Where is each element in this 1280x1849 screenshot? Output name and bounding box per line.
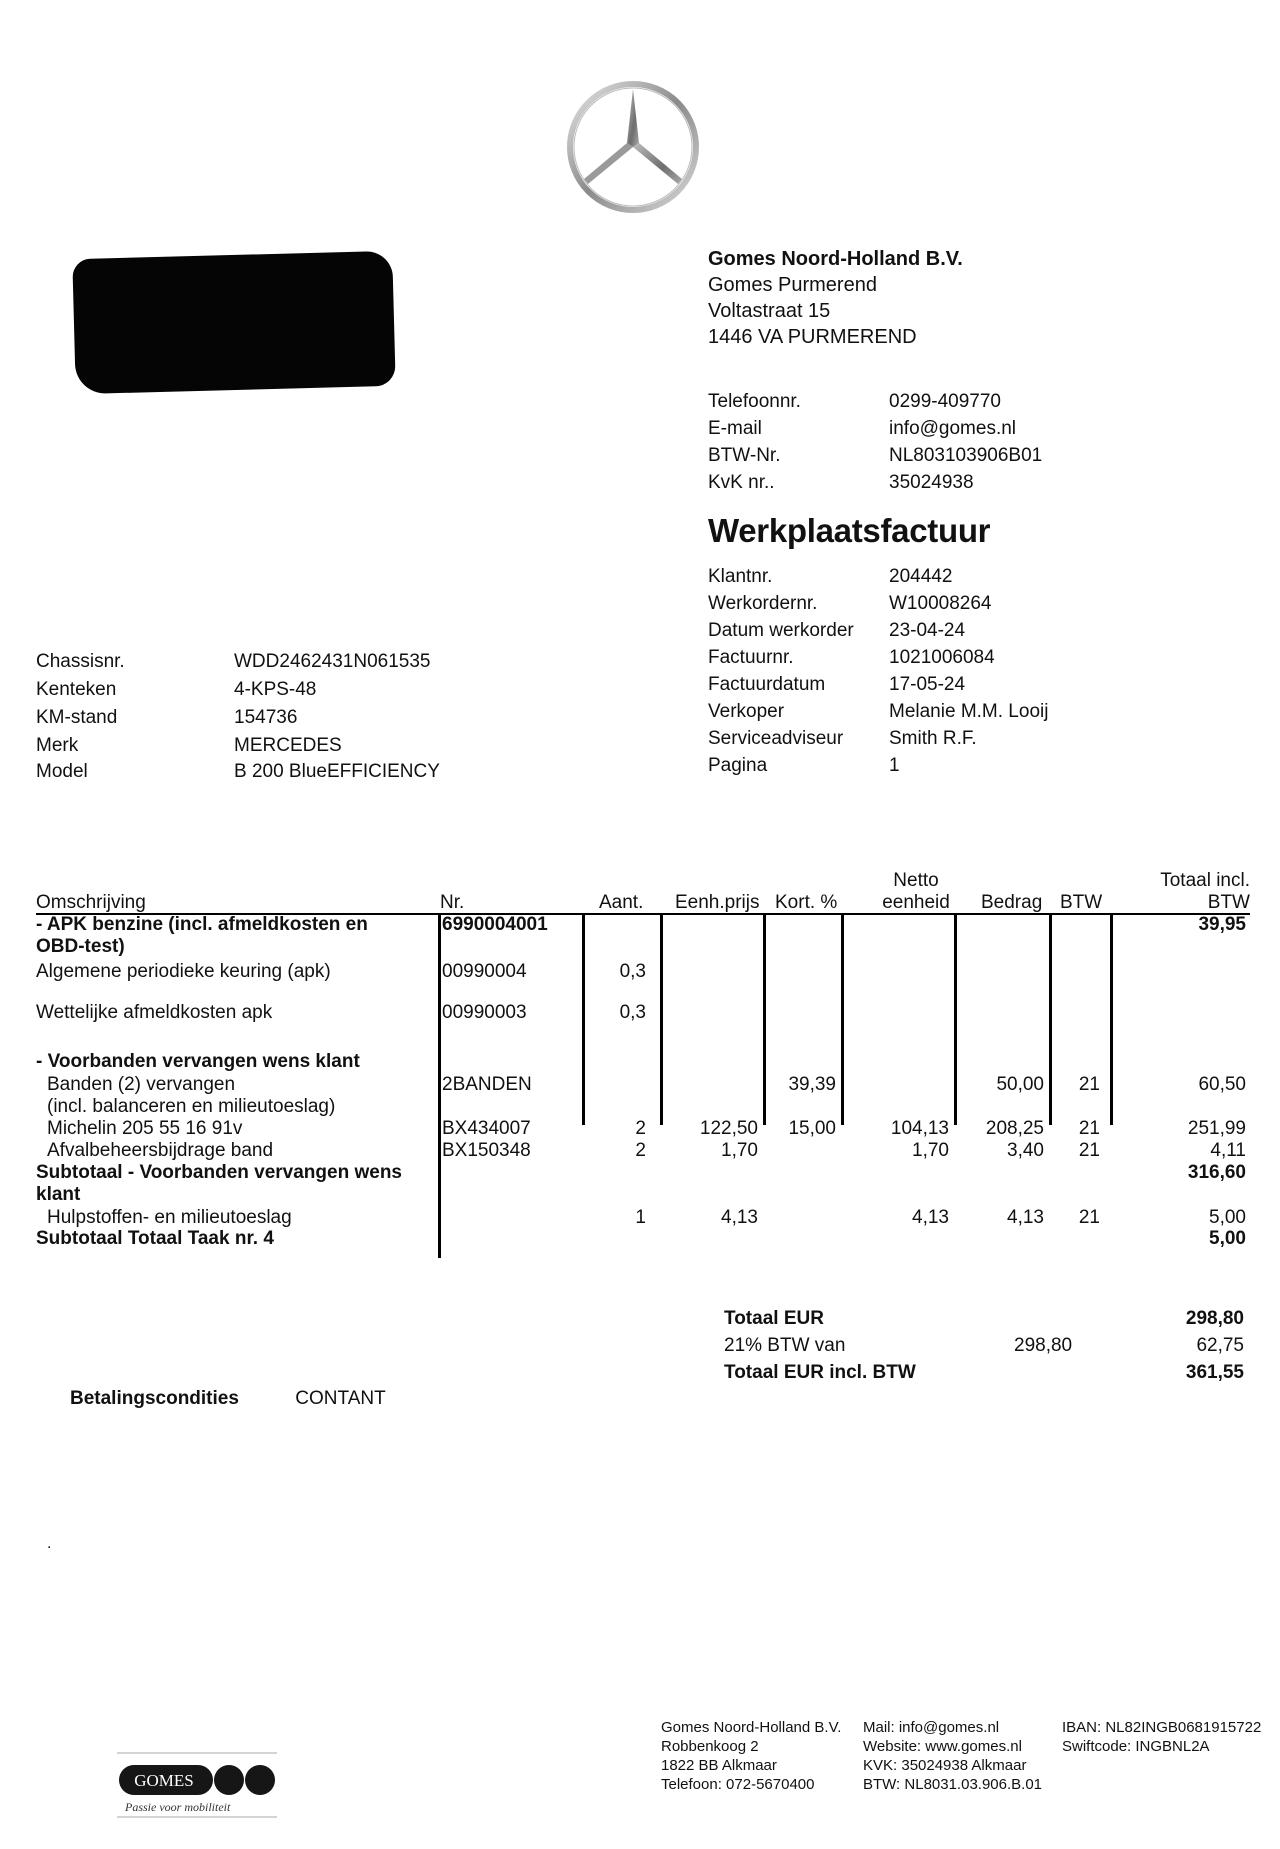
gomes-logo: [117, 1749, 277, 1821]
line-quantity: 0,3: [619, 961, 646, 982]
payment-label: Betalingscondities: [70, 1388, 239, 1409]
line-unit-price: 1,70: [721, 1140, 758, 1161]
invoice-totals: [724, 1305, 1244, 1386]
line-total: 5,00: [1209, 1207, 1246, 1228]
vehicle-row: [36, 760, 440, 784]
line-description: (incl. balanceren en milieutoeslag): [47, 1096, 336, 1117]
payment-value: CONTANT: [295, 1388, 386, 1409]
header-btw: BTW: [1060, 892, 1103, 913]
vat-value: 62,75: [1196, 1335, 1244, 1356]
vehicle-label: Kenteken: [36, 679, 117, 700]
contact-label: BTW-Nr.: [708, 445, 781, 466]
footer-contact: [863, 1718, 1042, 1794]
invoice-info: [708, 563, 1048, 779]
column-separator: [841, 915, 844, 1125]
subtotal-value: 5,00: [1209, 1228, 1246, 1249]
line-quantity: 1: [635, 1207, 646, 1228]
column-separator: [1110, 915, 1113, 1125]
line-description: Michelin 205 55 16 91v: [47, 1118, 243, 1139]
total-label: Totaal EUR: [724, 1308, 824, 1329]
footer-line: Gomes Noord-Holland B.V.: [661, 1719, 842, 1736]
line-description: OBD-test): [36, 936, 125, 957]
invoice-label: Factuurdatum: [708, 674, 826, 695]
line-amount: 208,25: [985, 1118, 1044, 1139]
contact-row: [708, 388, 1042, 415]
line-number: BX150348: [442, 1140, 531, 1161]
line-net-unit: 104,13: [890, 1118, 949, 1139]
line-vat: 21: [1078, 1140, 1100, 1161]
line-amount: 50,00: [996, 1074, 1044, 1095]
vat-base: 298,80: [1014, 1335, 1073, 1356]
header-eenh-prijs: Eenh.prijs: [675, 892, 760, 913]
vat-row: [724, 1332, 1244, 1359]
invoice-row: [708, 671, 1048, 698]
invoice-value: Smith R.F.: [889, 728, 977, 749]
vehicle-value: MERCEDES: [234, 735, 342, 756]
subtotal-label: klant: [36, 1184, 81, 1205]
contact-value: 0299-409770: [889, 391, 1001, 412]
footer-line: Website: www.gomes.nl: [863, 1738, 1022, 1755]
vehicle-label: Chassisnr.: [36, 651, 125, 672]
footer-line: 1822 BB Alkmaar: [661, 1757, 777, 1774]
vehicle-row: [36, 648, 440, 676]
line-quantity: 0,3: [619, 1002, 646, 1023]
line-total: 60,50: [1198, 1074, 1246, 1095]
subtotal-label: Subtotaal - Voorbanden vervangen wens: [36, 1162, 402, 1183]
invoice-row: [708, 590, 1048, 617]
header-omschrijving: Omschrijving: [36, 892, 146, 913]
line-unit-price: 122,50: [699, 1118, 758, 1139]
header-totaal-btw: BTW: [1207, 892, 1250, 913]
invoice-row: [708, 725, 1048, 752]
grand-total-label: Totaal EUR incl. BTW: [724, 1362, 916, 1383]
contact-row: [708, 469, 1042, 496]
company-address: [708, 246, 963, 350]
footer-line: Mail: info@gomes.nl: [863, 1719, 1000, 1736]
contact-label: KvK nr..: [708, 472, 775, 493]
invoice-row: [708, 644, 1048, 671]
invoice-value: Melanie M.M. Looij: [889, 701, 1049, 722]
contact-row: [708, 415, 1042, 442]
line-description: Afvalbeheersbijdrage band: [47, 1140, 274, 1161]
header-netto: Netto: [893, 870, 939, 891]
task-heading: - Voorbanden vervangen wens klant: [36, 1051, 360, 1072]
line-unit-price: 4,13: [721, 1207, 758, 1228]
invoice-label: Verkoper: [708, 701, 785, 722]
vehicle-row: [36, 732, 440, 760]
invoice-lines-table: [36, 868, 1250, 1258]
invoice-label: Werkordernr.: [708, 593, 818, 614]
contact-value: NL803103906B01: [889, 445, 1043, 466]
column-separator: [438, 915, 441, 1258]
vehicle-value: 4-KPS-48: [234, 679, 317, 700]
invoice-value: 204442: [889, 566, 953, 587]
vehicle-row: [36, 704, 440, 732]
line-vat: 21: [1078, 1207, 1100, 1228]
footer-line: Telefoon: 072-5670400: [661, 1776, 815, 1793]
contact-row: [708, 442, 1042, 469]
line-description: - APK benzine (incl. afmeldkosten en: [36, 914, 368, 935]
line-vat: 21: [1078, 1074, 1100, 1095]
vehicle-label: KM-stand: [36, 707, 118, 728]
line-discount: 39,39: [788, 1074, 836, 1095]
invoice-label: Datum werkorder: [708, 620, 854, 641]
line-number: 2BANDEN: [442, 1074, 532, 1095]
invoice-row: [708, 752, 1048, 779]
company-contact: [708, 388, 1042, 496]
grand-total-value: 361,55: [1185, 1362, 1244, 1383]
line-number: 00990003: [442, 1002, 527, 1023]
line-total: 251,99: [1187, 1118, 1246, 1139]
vat-label: 21% BTW van: [724, 1335, 846, 1356]
line-number: BX434007: [442, 1118, 531, 1139]
contact-label: Telefoonnr.: [708, 391, 801, 412]
invoice-label: Klantnr.: [708, 566, 773, 587]
invoice-label: Pagina: [708, 755, 768, 776]
header-bedrag: Bedrag: [981, 892, 1043, 913]
header-aant: Aant.: [599, 892, 644, 913]
vehicle-label: Model: [36, 761, 88, 782]
footer-address: [661, 1718, 841, 1794]
footer-line: Swiftcode: INGBNL2A: [1062, 1738, 1210, 1755]
line-number: 00990004: [442, 961, 527, 982]
line-quantity: 2: [635, 1118, 646, 1139]
line-number: 6990004001: [442, 914, 548, 935]
document-title: Werkplaatsfactuur: [708, 512, 991, 549]
contact-value: 35024938: [889, 472, 974, 493]
company-city: 1446 VA PURMEREND: [708, 326, 917, 348]
vehicle-value: WDD2462431N061535: [234, 651, 431, 672]
stray-dot: .: [47, 1535, 52, 1552]
invoice-row: [708, 698, 1048, 725]
total-row: [724, 1305, 1244, 1332]
invoice-value: W10008264: [889, 593, 992, 614]
header-kort: Kort. %: [775, 892, 838, 913]
company-street: Voltastraat 15: [708, 300, 831, 322]
footer-line: IBAN: NL82INGB0681915722: [1062, 1719, 1262, 1736]
company-branch: Gomes Purmerend: [708, 274, 877, 296]
gomes-logo-tagline: Passie voor mobiliteit: [125, 1800, 231, 1814]
line-description: Algemene periodieke keuring (apk): [36, 961, 331, 982]
invoice-value: 23-04-24: [889, 620, 966, 641]
header-nr: Nr.: [440, 892, 465, 913]
gomes-logo-text: GOMES: [134, 1771, 194, 1790]
invoice-label: Serviceadviseur: [708, 728, 844, 749]
line-description: Wettelijke afmeldkosten apk: [36, 1002, 273, 1023]
line-vat: 21: [1078, 1118, 1100, 1139]
company-name: Gomes Noord-Holland B.V.: [708, 248, 963, 270]
grand-total-row: [724, 1359, 1244, 1386]
vehicle-value: 154736: [234, 707, 298, 728]
invoice-label: Factuurnr.: [708, 647, 794, 668]
footer-bank: [1062, 1718, 1280, 1756]
line-amount: 4,13: [1007, 1207, 1044, 1228]
line-total: 4,11: [1210, 1140, 1246, 1161]
invoice-value: 1021006084: [889, 647, 995, 668]
column-separator: [582, 915, 585, 1125]
line-description: Hulpstoffen- en milieutoeslag: [47, 1207, 292, 1228]
vehicle-value: B 200 BlueEFFICIENCY: [234, 761, 440, 782]
line-net-unit: 1,70: [912, 1140, 949, 1161]
footer-line: Robbenkoog 2: [661, 1738, 759, 1755]
footer-line: KVK: 35024938 Alkmaar: [863, 1757, 1027, 1774]
vehicle-info: [36, 648, 440, 784]
vehicle-label: Merk: [36, 735, 79, 756]
payment-terms: [70, 1388, 386, 1410]
line-description: Banden (2) vervangen: [47, 1074, 236, 1095]
line-total: 39,95: [1198, 914, 1246, 935]
invoice-row: [708, 563, 1048, 590]
invoice-value: 1: [889, 755, 900, 776]
subtotal-value: 316,60: [1187, 1162, 1246, 1183]
contact-label: E-mail: [708, 418, 762, 439]
line-net-unit: 4,13: [912, 1207, 949, 1228]
contact-value: info@gomes.nl: [889, 418, 1017, 439]
column-separator: [660, 915, 663, 1125]
header-totaal: Totaal incl.: [1160, 870, 1250, 891]
mercedes-star-logo: [566, 80, 700, 214]
invoice-value: 17-05-24: [889, 674, 966, 695]
header-netto-eenheid: eenheid: [882, 892, 950, 913]
subtotal-label: Subtotaal Totaal Taak nr. 4: [36, 1228, 274, 1249]
redacted-customer-address: [72, 251, 395, 394]
invoice-row: [708, 617, 1048, 644]
line-amount: 3,40: [1007, 1140, 1044, 1161]
line-discount: 15,00: [788, 1118, 836, 1139]
total-value: 298,80: [1185, 1308, 1244, 1329]
line-quantity: 2: [635, 1140, 646, 1161]
vehicle-row: [36, 676, 440, 704]
footer-line: BTW: NL8031.03.906.B.01: [863, 1776, 1043, 1793]
